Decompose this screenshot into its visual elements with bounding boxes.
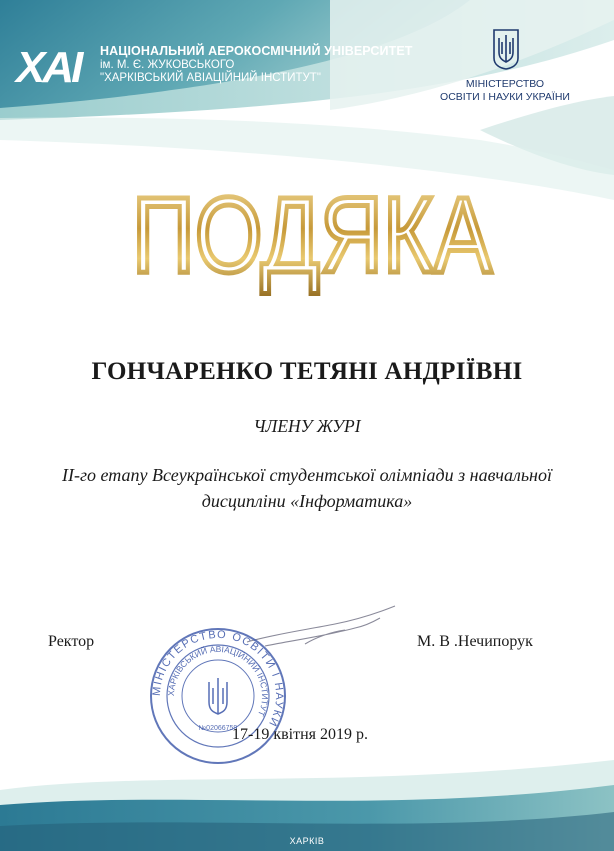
event-date: 17-19 квітня 2019 р. [232,726,369,743]
ministry-line-1: МІНІСТЕРСТВО [465,78,545,90]
title-text: ПОДЯКА [132,174,492,295]
stamp-inner-text: ХАРКІВСЬКИЙ АВІАЦІЙНИЙ ІНСТИТУТ [165,643,271,718]
recipient-name: ГОНЧАРЕНКО ТЕТЯНІ АНДРІЇВНІ [91,358,523,385]
stamp-trident-icon [209,678,227,714]
university-name [100,44,413,84]
city-label: ХАРКІВ [289,836,325,846]
xai-logo-text: ХАІ [16,43,81,92]
university-line-3: "ХАРКІВСЬКИЙ АВІАЦІЙНИЙ ІНСТИТУТ" [100,72,321,84]
trident-icon [491,28,521,70]
rector-name: М. В .Нечипорук [417,633,533,650]
xai-logo [14,42,98,90]
rector-label: Ректор [48,633,95,650]
ministry-name [425,78,585,104]
ministry-line-2: ОСВІТИ І НАУКИ УКРАЇНИ [440,91,570,103]
stamp-code: №02066759 [198,725,238,732]
recipient-role: ЧЛЕНУ ЖУРІ [253,416,361,436]
university-line-1: НАЦІОНАЛЬНИЙ АЕРОКОСМІЧНИЙ УНІВЕРСИТЕТ [100,44,413,58]
university-line-2: ім. М. Є. ЖУКОВСЬКОГО [100,59,235,71]
award-description: ІІ-го етапу Всеукраїнської студентської олімпіади з навчальної дисципліни «Інформатика» [62,465,552,511]
certificate-title [112,174,512,295]
official-stamp [148,626,288,766]
stamp-outer-text: МІНІСТЕРСТВО ОСВІТИ І НАУКИ [150,628,286,730]
